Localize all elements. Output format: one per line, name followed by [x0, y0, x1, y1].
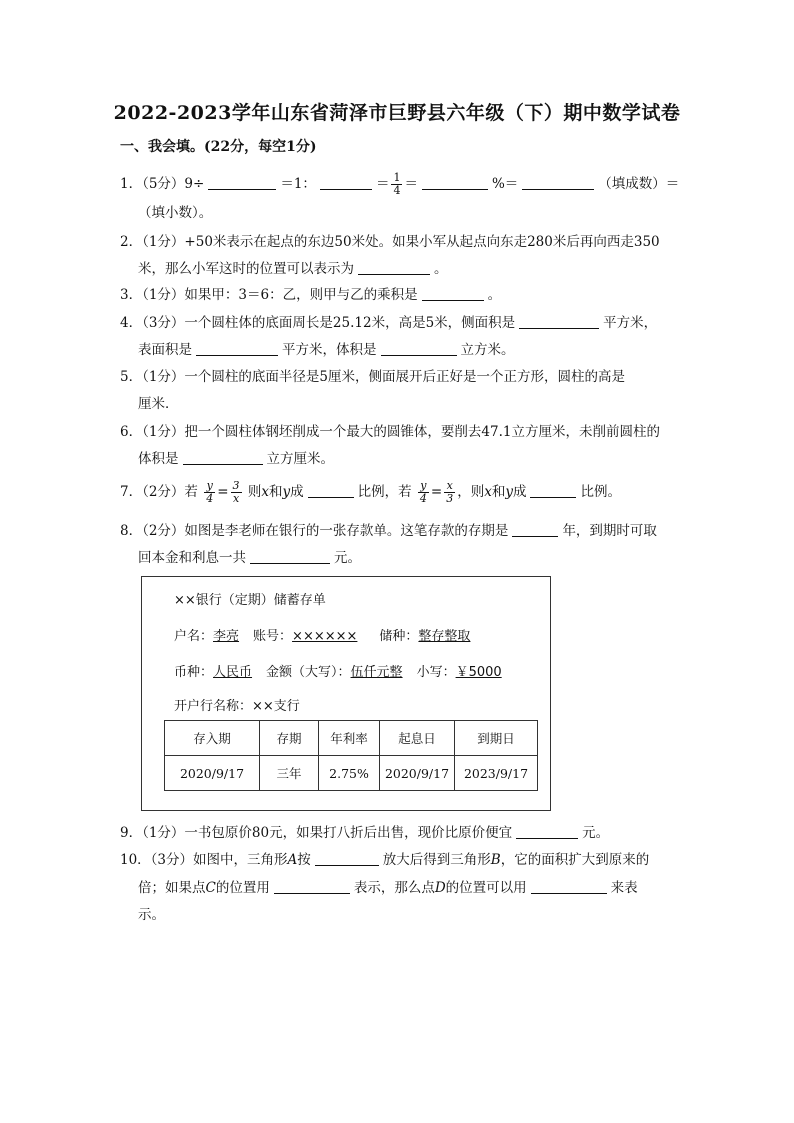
q3-text: 。	[487, 287, 502, 303]
fraction-denominator: 4	[419, 492, 427, 505]
q10-text: 10．（3分）如图中，三角形	[120, 852, 288, 868]
q9-text: 9．（1分）一书包原价80元，如果打八折后出售，现价比原价便宜	[120, 825, 513, 841]
q8-text: 8．（2分）如图是李老师在银行的一张存款单。这笔存款的存期是	[120, 523, 509, 539]
q10-text: 来表	[610, 880, 638, 896]
answer-blank[interactable]	[274, 879, 350, 894]
q10-text: 的位置可以用	[445, 880, 527, 896]
variable-d: D	[434, 880, 446, 896]
q10-text: 表示，那么点	[353, 880, 435, 896]
slip-label: 币种：	[174, 665, 214, 680]
fraction-numerator: y	[204, 480, 215, 493]
question-5-cont: 厘米．	[138, 396, 179, 412]
answer-blank[interactable]	[320, 175, 372, 190]
question-1-cont	[138, 204, 212, 222]
answer-blank[interactable]	[519, 314, 599, 329]
fraction	[231, 480, 242, 505]
q2-text: 米，那么小军这时的位置可以表示为	[138, 261, 354, 277]
q4-text: 立方米。	[460, 342, 515, 358]
table-header-row	[165, 721, 538, 756]
q9-text: 元。	[582, 825, 610, 841]
q6-text: 体积是	[138, 451, 179, 467]
table-header: 年利率	[319, 721, 380, 756]
q7-text: ，则	[457, 484, 485, 500]
q10-text: 倍；如果点	[138, 880, 206, 896]
slip-label: 小写：	[416, 665, 456, 680]
question-10-end: 示。	[138, 907, 165, 923]
fraction	[204, 480, 215, 505]
variable-c: C	[205, 880, 216, 896]
q8-text: 年，到期时可取	[562, 523, 657, 539]
q4-text: 平方米，	[603, 315, 658, 331]
q7-text: 比例。	[580, 484, 621, 500]
fraction-denominator: 4	[206, 492, 214, 505]
table-cell: 2.75%	[319, 756, 380, 791]
answer-blank[interactable]	[315, 851, 379, 866]
deposit-slip	[141, 576, 551, 811]
answer-blank[interactable]	[531, 879, 607, 894]
answer-blank[interactable]	[308, 483, 354, 498]
q1-text: %＝	[491, 176, 519, 192]
fraction-numerator: x	[444, 480, 455, 493]
slip-table	[164, 720, 538, 791]
fraction	[418, 480, 429, 505]
variable-x: x	[484, 484, 492, 500]
question-9	[120, 824, 609, 842]
question-1	[120, 172, 679, 197]
q4-text: 表面积是	[138, 342, 192, 358]
slip-value: ￥5000	[455, 665, 502, 680]
question-10-cont	[138, 879, 638, 897]
question-2-cont	[138, 260, 448, 278]
section-heading: 一、我会填。(22分，每空1分)	[120, 139, 317, 155]
variable-y: y	[505, 484, 513, 500]
table-row	[165, 756, 538, 791]
q8-text: 回本金和利息一共	[138, 550, 246, 566]
slip-row-amount	[174, 661, 502, 680]
q4-text: 平方米，体积是	[282, 342, 377, 358]
fraction-numerator: y	[418, 480, 429, 493]
answer-blank[interactable]	[422, 175, 488, 190]
question-7	[120, 480, 621, 505]
q10-text: ，它的面积扩大到原来的	[500, 852, 650, 868]
fraction	[444, 480, 455, 505]
question-8-cont	[138, 549, 361, 567]
fraction-numerator: 1	[393, 171, 401, 184]
q10-text: 的位置用	[215, 880, 270, 896]
page-title: 2022-2023学年山东省菏泽市巨野县六年级（下）期中数学试卷	[113, 102, 681, 124]
fraction-numerator: 3	[232, 479, 240, 492]
q1-text: ＝1：	[280, 176, 316, 192]
slip-value: 人民币	[213, 665, 253, 680]
q7-text: 成	[290, 484, 304, 500]
q10-text: 放大后得到三角形	[382, 852, 491, 868]
fraction-denominator: x	[232, 492, 240, 505]
q7-text: 和	[268, 484, 283, 500]
q7-text: =	[217, 484, 229, 500]
q6-text: 立方厘米。	[266, 451, 334, 467]
variable-x: x	[261, 484, 269, 500]
answer-blank[interactable]	[358, 260, 430, 275]
answer-blank[interactable]	[381, 341, 457, 356]
answer-blank[interactable]	[516, 824, 578, 839]
slip-label: 账号：	[253, 629, 293, 644]
table-cell: 2020/9/17	[380, 756, 455, 791]
q2-text: 。	[434, 261, 448, 277]
q7-text: 则	[247, 484, 262, 500]
question-10	[120, 851, 649, 869]
question-4	[120, 314, 657, 332]
q1-text: ＝	[375, 176, 390, 192]
slip-value: 整存整取	[418, 629, 471, 644]
question-4-cont	[138, 341, 515, 359]
table-cell: 三年	[260, 756, 319, 791]
q1-text: （填成数）＝	[598, 176, 680, 192]
q7-text: 成	[512, 484, 527, 500]
q10-text: 按	[297, 852, 311, 868]
variable-a: A	[287, 852, 298, 868]
q1-text: （填小数）。	[138, 205, 213, 221]
question-2: 2．（1分）+50米表示在起点的东边50米处。如果小军从起点向东走280米后再向西走350	[120, 234, 660, 250]
slip-value: ××××××	[292, 629, 358, 644]
answer-blank[interactable]	[208, 175, 276, 190]
slip-value: 李亮	[213, 629, 240, 644]
question-6: 6．（1分）把一个圆柱体钢坯削成一个最大的圆锥体，要削去47.1立方厘米，未削前圆柱的	[120, 424, 660, 440]
question-8	[120, 522, 657, 540]
answer-blank[interactable]	[196, 341, 278, 356]
slip-label: 户名：	[174, 629, 214, 644]
variable-y: y	[282, 484, 291, 500]
slip-row-account	[174, 625, 470, 644]
answer-blank[interactable]	[530, 483, 576, 498]
q8-text: 元。	[334, 550, 361, 566]
fraction	[391, 172, 402, 197]
answer-blank[interactable]	[183, 450, 263, 465]
q4-text: 4．（3分）一个圆柱体的底面周长是25.12米，高是5米，侧面积是	[120, 315, 516, 331]
answer-blank[interactable]	[522, 175, 594, 190]
question-6-cont	[138, 450, 334, 468]
slip-branch: 开户行名称：××支行	[174, 699, 300, 714]
table-cell: 2023/9/17	[455, 756, 538, 791]
q7-text: =	[430, 484, 443, 500]
question-5: 5．（1分）一个圆柱的底面半径是5厘米，侧面展开后正好是一个正方形，圆柱的高是	[120, 369, 626, 385]
table-header: 起息日	[380, 721, 455, 756]
table-cell: 2020/9/17	[165, 756, 260, 791]
q7-text: 和	[491, 484, 506, 500]
table-header: 存入期	[165, 721, 260, 756]
q1-text: ＝	[404, 176, 418, 192]
answer-blank[interactable]	[250, 549, 330, 564]
variable-b: B	[490, 852, 501, 868]
q3-text: 3．（1分）如果甲：3＝6：乙，则甲与乙的乘积是	[120, 287, 418, 303]
table-header: 到期日	[455, 721, 538, 756]
question-3	[120, 286, 501, 304]
answer-blank[interactable]	[422, 286, 484, 301]
slip-value: 伍仟元整	[350, 665, 403, 680]
fraction-denominator: 4	[393, 184, 401, 197]
q1-text: 1．（5分）9÷	[120, 176, 205, 192]
slip-label: 储种：	[379, 629, 419, 644]
answer-blank[interactable]	[512, 522, 558, 537]
fraction-denominator: 3	[446, 492, 454, 505]
q7-text: 比例，若	[357, 484, 412, 500]
table-header: 存期	[260, 721, 319, 756]
slip-label: 金额（大写）：	[266, 665, 351, 680]
slip-heading: ××银行（定期）储蓄存单	[174, 593, 326, 608]
q7-text: 7．（2分）若	[120, 484, 198, 500]
